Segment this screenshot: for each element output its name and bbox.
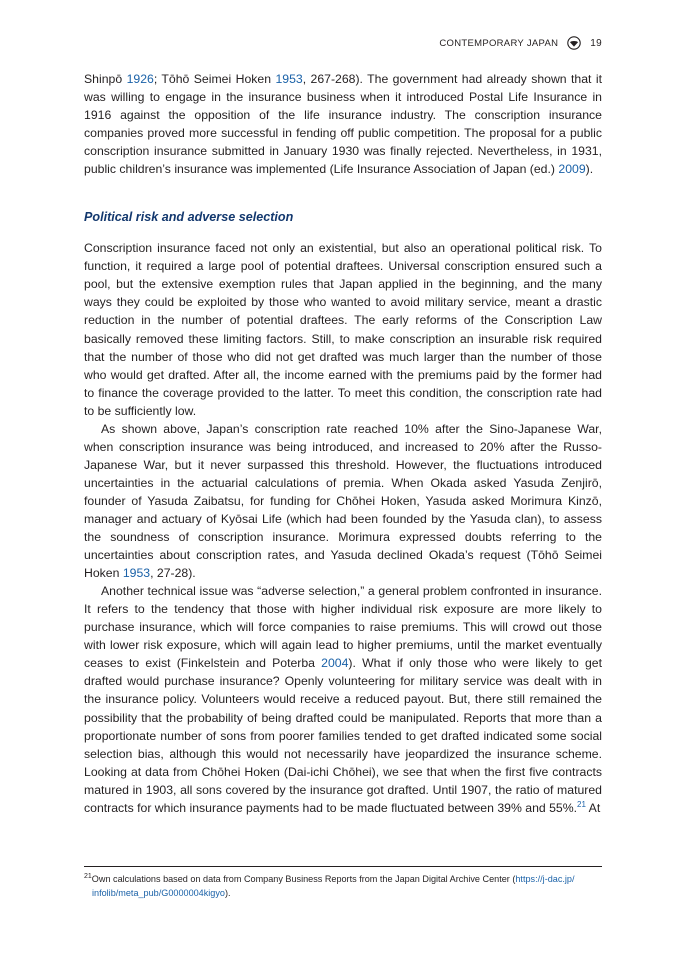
text-span: , 27-28).: [150, 566, 196, 581]
footnote-divider: [84, 866, 602, 867]
text-span: , 267-268). The government had already shown that it was willing to engage in the insurance business when it introduced Postal Life Insurance in 1916 against the opposition of the life insurance industry. The conscription insurance companies proved more successful in fending off public competition. The proposal for a public conscription insurance submitted in January 1930 was finally rejected. Nevertheless, in 1931, public children’s insurance was implemented (Life Insurance Association of Japan (ed.): [84, 72, 602, 177]
footnote-text: Own calculations based on data from Company Business Reports from the Japan Digital Archive Center (: [91, 874, 516, 884]
text-span: Another technical issue was “adverse selection,” a general problem confronted in insurance. It refers to the tendency that those with higher individual risk exposure are more likely to purchase insurance, which will force companies to raise premiums. This will crowd out those with lower risk exposure, which will again lead to higher premiums, until the market eventually ceases to exist (Finkelstein and Poterba: [84, 584, 602, 671]
footnote-url-continued[interactable]: infolib/meta_pub/G0000004kigyo: [92, 887, 225, 898]
text-span: As shown above, Japan’s conscription rate reached 10% after the Sino-Japanese War, when conscription insurance was being introduced, and increased to 20% after the Russo-Japanese War, but it never surpassed this threshold. However, the fluctuations introduced uncertainties in the actuarial calculations of premia. When Okada asked Yasuda Zenjirō, founder of Yasuda Zaibatsu, for funding for Chōhei Hoken, Yasuda asked Morimura Kinzō, manager and actuary of Kyōsai Life (which had been founded by the Yasuda clan), to assess the soundness of conscription insurance. Morimura expressed doubts referring to the uncertainties about conscription rates, and Yasuda declined Okada’s request (Tōhō Seimei Hoken: [84, 421, 602, 581]
citation-link[interactable]: 1953: [275, 72, 303, 86]
text-span: Shinpō: [84, 72, 127, 86]
citation-link[interactable]: 1953: [122, 566, 151, 581]
page-number: 19: [590, 37, 602, 49]
text-span: ).: [585, 162, 594, 177]
footnote-url[interactable]: https://j-dac.jp/: [515, 874, 575, 884]
section-paragraph-3: [84, 582, 602, 817]
text-span: At: [585, 800, 601, 815]
running-header: [439, 36, 602, 50]
text-span: ). What if only those who were likely to get drafted would purchase insurance? Openly volunteering for military service was dealt with in the insurance policy. Volunteers would receive a reduced payout. But, there still remained the possibility that the probability of being drafted could be manipulated. Reports that more than a proportionate number of sons from poorer families tended to get drafted indicated some social selection bias, although this would not necessarily have jeopardized the insurance scheme. Looking at data from Chōhei Hoken (Dai-ichi Chōhei), we see that when the first five contracts matured in 1903, all sons covered by the insurance got drafted. Until 1907, the ratio of matured contracts for which insurance payments had to be made fluctuated between 39% and 55%.: [84, 656, 602, 815]
footnote-reference[interactable]: 21: [577, 799, 586, 809]
section-paragraph-2: [84, 420, 602, 582]
citation-link[interactable]: 1926: [126, 72, 154, 86]
footnote-mark: 21: [84, 872, 92, 880]
running-title: CONTEMPORARY JAPAN: [439, 37, 559, 49]
citation-link[interactable]: 2009: [558, 162, 586, 177]
footnote: [84, 873, 602, 900]
section-paragraph-1: Conscription insurance faced not only an existential, but also an operational political risk. To function, it required a large pool of potential draftees. Universal conscription ensured such a pool, but the extensive exemption rules that Japan applied in the beginning, and the many ways they could be exploited by those who wanted to avoid military service, meant a drastic reduction in the number of potential draftees. The early reforms of the Conscription Law basically removed these limiting factors. Still, to make conscription an insurable risk required that the number of those who did not get drafted was much larger than the number of those who would get drafted. After all, the income earned with the premiums paid by the former had to finance the coverage provided to the latter. To meet this condition, the conscription rate had to be sufficiently low.: [84, 241, 602, 418]
text-span: ; Tōhō Seimei Hoken: [153, 72, 276, 86]
footnote-end: ).: [224, 887, 231, 898]
intro-paragraph: [84, 70, 602, 178]
publisher-logo-icon: [567, 36, 581, 50]
section-heading: Political risk and adverse selection: [84, 210, 294, 225]
main-text: [84, 70, 602, 817]
citation-link[interactable]: 2004: [321, 656, 349, 671]
